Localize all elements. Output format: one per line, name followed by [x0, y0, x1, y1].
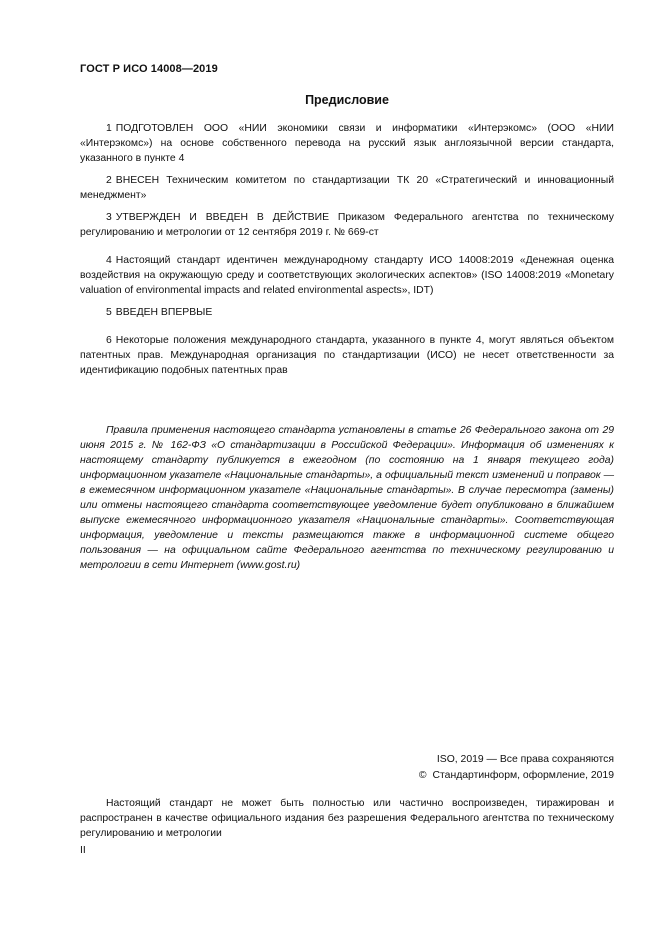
page-number: II: [80, 845, 86, 856]
preface-item-text: Настоящий стандарт идентичен международному стандарту ИСО 14008:2019 «Денежная оценка воздействия на окружающую среду и соответствующих экологических аспектов» (ISO 14008:2019 «Monetary valuation of environmental impacts and related environmental aspects», IDT): [80, 255, 614, 296]
preface-item-text: Некоторые положения международного стандарта, указанного в пункте 4, могут являться объектом патентных прав. Международная организация по стандартизации (ИСО) не несет ответственности за идентификацию подобных патентных прав: [80, 335, 614, 376]
document-code: ГОСТ Р ИСО 14008—2019: [80, 63, 218, 75]
preface-item-text: ВНЕСЕН Техническим комитетом по стандартизации ТК 20 «Стратегический и инновационный менеджмент»: [80, 175, 614, 201]
preface-item-number: 5: [106, 307, 112, 318]
standard-application-notice: Правила применения настоящего стандарта установлены в статье 26 Федерального закона от 29 июня 2015 г. № 162-ФЗ «О стандартизации в Российской Федерации». Информация об изменениях к настоящему стандарту публикуется в ежегодном (по состоянию на 1 января текущего года) информационном указателе «Национальные стандарты», а официальный текст изменений и поправок — в ежемесячном информационном указателе «Национальные стандарты». В случае пересмотра (замены) или отмены настоящего стандарта соответствующее уведомление будет опубликовано в ближайшем выпуске ежемесячного информационного указателя «Национальные стандарты». Соответствующая информация, уведомление и тексты размещаются также в информационной системе общего пользования — на официальном сайте Федерального агентства по техническому регулированию и метрологии в сети Интернет (www.gost.ru): [80, 425, 614, 571]
preface-title: Предисловие: [305, 93, 389, 107]
preface-item-text: ВВЕДЕН ВПЕРВЫЕ: [115, 307, 213, 318]
preface-item-4: [80, 253, 614, 298]
preface-item-number: 6: [106, 335, 112, 346]
preface-item-text: УТВЕРЖДЕН И ВВЕДЕН В ДЕЙСТВИЕ Приказом Федерального агентства по техническому регулированию и метрологии от 12 сентября 2019 г. № 669-ст: [80, 212, 614, 238]
standartinform-text: Стандартинформ, оформление, 2019: [432, 770, 614, 781]
reproduction-notice: Настоящий стандарт не может быть полностью или частично воспроизведен, тиражирован и распространен в качестве официального издания без разрешения Федерального агентства по техническому регулированию и метрологии: [80, 798, 614, 839]
standartinform-rights-line: [419, 768, 614, 784]
preface-item-6: [80, 333, 614, 378]
preface-item-1: [80, 121, 614, 166]
preface-item-number: 3: [106, 212, 112, 223]
preface-item-number: 2: [106, 175, 112, 186]
preface-item-text: ПОДГОТОВЛЕН ООО «НИИ экономики связи и информатики «Интерэкомс» (ООО «НИИ «Интерэкомс») на основе собственного перевода на русский язык англоязычной версии стандарта, указанного в пункте 4: [80, 123, 614, 164]
preface-item-2: [80, 173, 614, 203]
preface-item-number: 4: [106, 255, 112, 266]
preface-item-5: [80, 305, 614, 320]
rights-block: [419, 752, 614, 784]
copyright-symbol: ©: [418, 770, 427, 781]
preface-item-number: 1: [106, 123, 112, 134]
iso-rights-line: ISO, 2019 — Все права сохраняются: [436, 754, 614, 765]
preface-item-3: [80, 210, 614, 240]
